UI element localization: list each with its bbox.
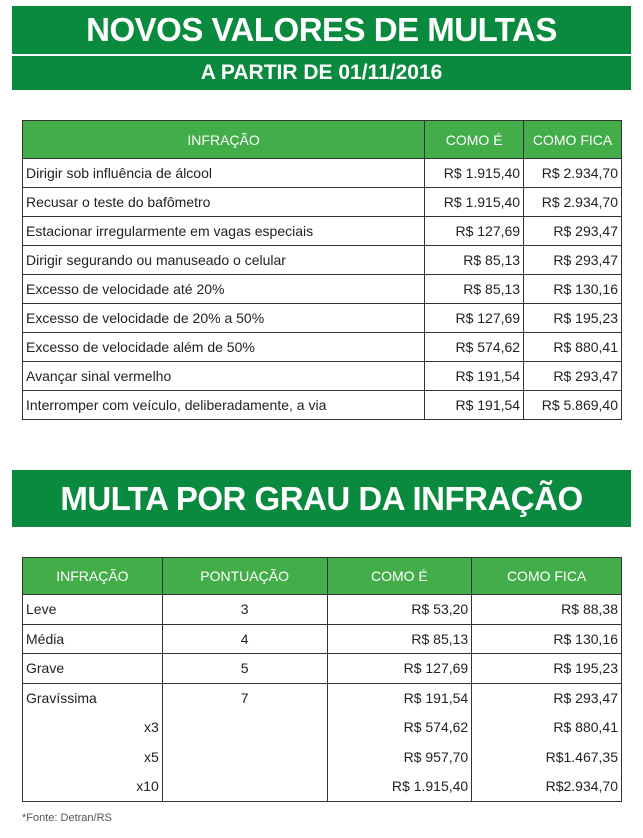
como-e-cell: R$ 85,13 [327,624,472,654]
como-e-cell: R$ 574,62 [425,333,524,362]
como-fica-cell: R$1.467,35 [472,742,622,772]
infracao-cell: Excesso de velocidade além de 50% [23,333,425,362]
pontuacao-cell: 5 [162,654,327,684]
multiplier-label: x10 [23,772,163,802]
como-e-cell: R$ 1.915,40 [425,159,524,188]
como-fica-cell: R$ 88,38 [472,595,622,625]
como-e-cell: R$ 191,54 [425,362,524,391]
column-header-infracao: INFRAÇÃO [23,558,163,595]
como-e-cell: R$ 85,13 [425,246,524,275]
infracao-cell: Leve [23,595,163,625]
como-fica-cell: R$ 293,47 [524,362,622,391]
infracao-cell: Grave [23,654,163,684]
table-header-row [23,558,622,595]
table-row [23,654,622,684]
infracao-cell: Interromper com veículo, deliberadamente, a via [23,391,425,420]
como-fica-cell: R$ 880,41 [524,333,622,362]
como-e-cell: R$ 957,70 [327,742,472,772]
infracao-cell: Média [23,624,163,654]
como-fica-cell: R$ 5.869,40 [524,391,622,420]
infracao-cell: Dirigir segurando ou manuseado o celular [23,246,425,275]
table-header-row [23,121,622,159]
como-e-cell: R$ 127,69 [425,304,524,333]
table-row [23,275,622,304]
table-row [23,246,622,275]
infracao-cell: Estacionar irregularmente em vagas especiais [23,217,425,246]
table-row [23,362,622,391]
pontuacao-cell: 3 [162,595,327,625]
como-fica-cell: R$ 130,16 [524,275,622,304]
como-fica-cell: R$ 293,47 [524,217,622,246]
como-e-cell: R$ 191,54 [425,391,524,420]
table-row [23,159,622,188]
column-header-como-e: COMO É [327,558,472,595]
como-e-cell: R$ 574,62 [327,713,472,743]
como-fica-cell: R$ 195,23 [524,304,622,333]
table-row [23,624,622,654]
multiplier-label: x3 [23,713,163,743]
como-e-cell: R$ 53,20 [327,595,472,625]
pontuacao-cell [162,772,327,802]
como-e-cell: R$ 127,69 [425,217,524,246]
section-title: MULTA POR GRAU DA INFRAÇÃO [12,470,631,527]
como-fica-cell: R$ 130,16 [472,624,622,654]
infracao-cell: Avançar sinal vermelho [23,362,425,391]
table-row [23,683,622,713]
como-fica-cell: R$ 880,41 [472,713,622,743]
multiplier-row [23,713,622,743]
como-fica-cell: R$ 293,47 [472,683,622,713]
como-fica-cell: R$ 195,23 [472,654,622,684]
table-row [23,188,622,217]
infracao-cell: Excesso de velocidade de 20% a 50% [23,304,425,333]
pontuacao-cell [162,742,327,772]
page-subtitle: A PARTIR DE 01/11/2016 [12,56,631,90]
column-header-como-e: COMO É [425,121,524,159]
table-row [23,391,622,420]
como-fica-cell: R$ 2.934,70 [524,188,622,217]
infracao-cell: Gravíssima [23,683,163,713]
como-e-cell: R$ 191,54 [327,683,472,713]
fines-table [22,120,622,420]
table-row [23,333,622,362]
column-header-pontuacao: PONTUAÇÃO [162,558,327,595]
table-row [23,217,622,246]
como-fica-cell: R$ 2.934,70 [524,159,622,188]
como-e-cell: R$ 85,13 [425,275,524,304]
pontuacao-cell: 4 [162,624,327,654]
column-header-como-fica: COMO FICA [472,558,622,595]
page-title: NOVOS VALORES DE MULTAS [12,6,631,54]
infracao-cell: Excesso de velocidade até 20% [23,275,425,304]
table-row [23,304,622,333]
multiplier-row [23,772,622,802]
table-row [23,595,622,625]
multiplier-label: x5 [23,742,163,772]
source-note: *Fonte: Detran/RS [22,812,112,824]
column-header-infracao: INFRAÇÃO [23,121,425,159]
pontuacao-cell: 7 [162,683,327,713]
como-fica-cell: R$ 293,47 [524,246,622,275]
multiplier-row [23,742,622,772]
como-e-cell: R$ 1.915,40 [327,772,472,802]
pontuacao-cell [162,713,327,743]
como-fica-cell: R$2.934,70 [472,772,622,802]
como-e-cell: R$ 1.915,40 [425,188,524,217]
column-header-como-fica: COMO FICA [524,121,622,159]
infracao-cell: Dirigir sob influência de álcool [23,159,425,188]
como-e-cell: R$ 127,69 [327,654,472,684]
infracao-cell: Recusar o teste do bafômetro [23,188,425,217]
grade-table [22,557,622,802]
